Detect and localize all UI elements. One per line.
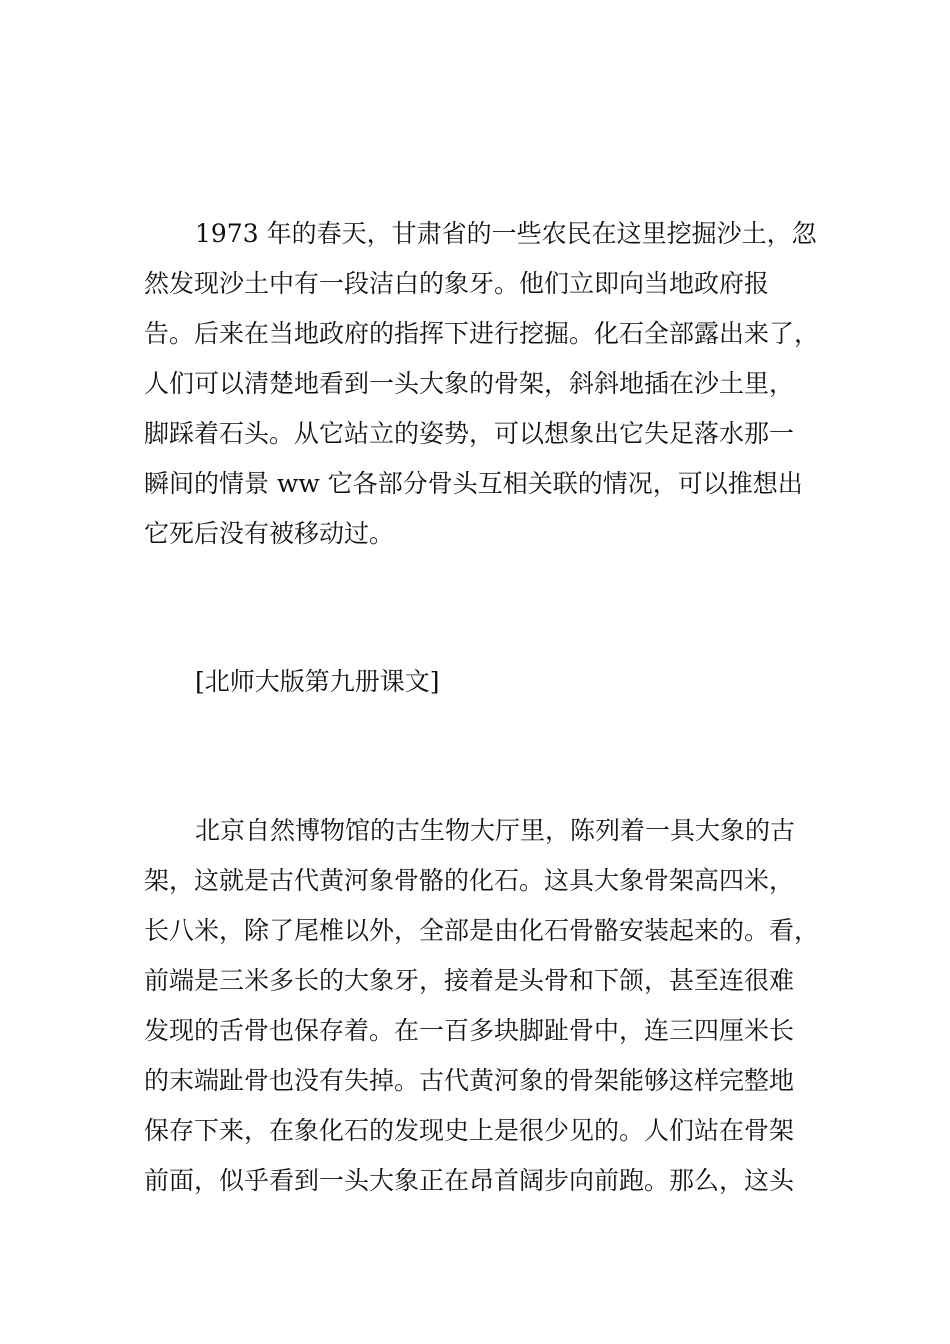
paragraph-2-line-6: 的末端趾骨也没有失掉。古代黄河象的骨架能够这样完整地 [144,1066,795,1095]
paragraph-1-line-5: 脚踩着石头。从它站立的姿势，可以想象出它失足落水那一 [144,419,795,448]
paragraph-2-line-3: 长八米，除了尾椎以外，全部是由化石骨骼安装起来的。看， [144,916,820,945]
paragraph-2-line-5: 发现的舌骨也保存着。在一百多块脚趾骨中，连三四厘米长 [144,1016,795,1045]
paragraph-2-line-7: 保存下来，在象化石的发现史上是很少见的。人们站在骨架 [144,1116,795,1145]
paragraph-1-line-7: 它死后没有被移动过。 [144,519,395,548]
paragraph-1-line-2: 然发现沙土中有一段洁白的象牙。他们立即向当地政府报 [144,269,770,298]
paragraph-2-line-8: 前面，似乎看到一头大象正在昂首阔步向前跑。那么，这头 [144,1166,795,1195]
paragraph-2-line-4: 前端是三米多长的大象牙，接着是头骨和下颌，甚至连很难 [144,966,795,995]
paragraph-2-line-1: 北京自然博物馆的古生物大厅里，陈列着一具大象的古 [195,816,796,845]
paragraph-1-line-3: 告。后来在当地政府的指挥下进行挖掘。化石全部露出来了， [144,319,820,348]
paragraph-2-line-2: 架，这就是古代黄河象骨骼的化石。这具大象骨架高四米， [144,866,795,895]
paragraph-1-line-6: 瞬间的情景 ww 它各部分骨头互相关联的情况，可以推想出 [144,469,803,498]
paragraph-1-line-1: 1973 年的春天，甘肃省的一些农民在这里挖掘沙土，忽 [195,219,817,248]
section-heading: [北师大版第九册课文] [195,667,440,696]
paragraph-1-line-4: 人们可以清楚地看到一头大象的骨架，斜斜地插在沙土里， [144,369,795,398]
